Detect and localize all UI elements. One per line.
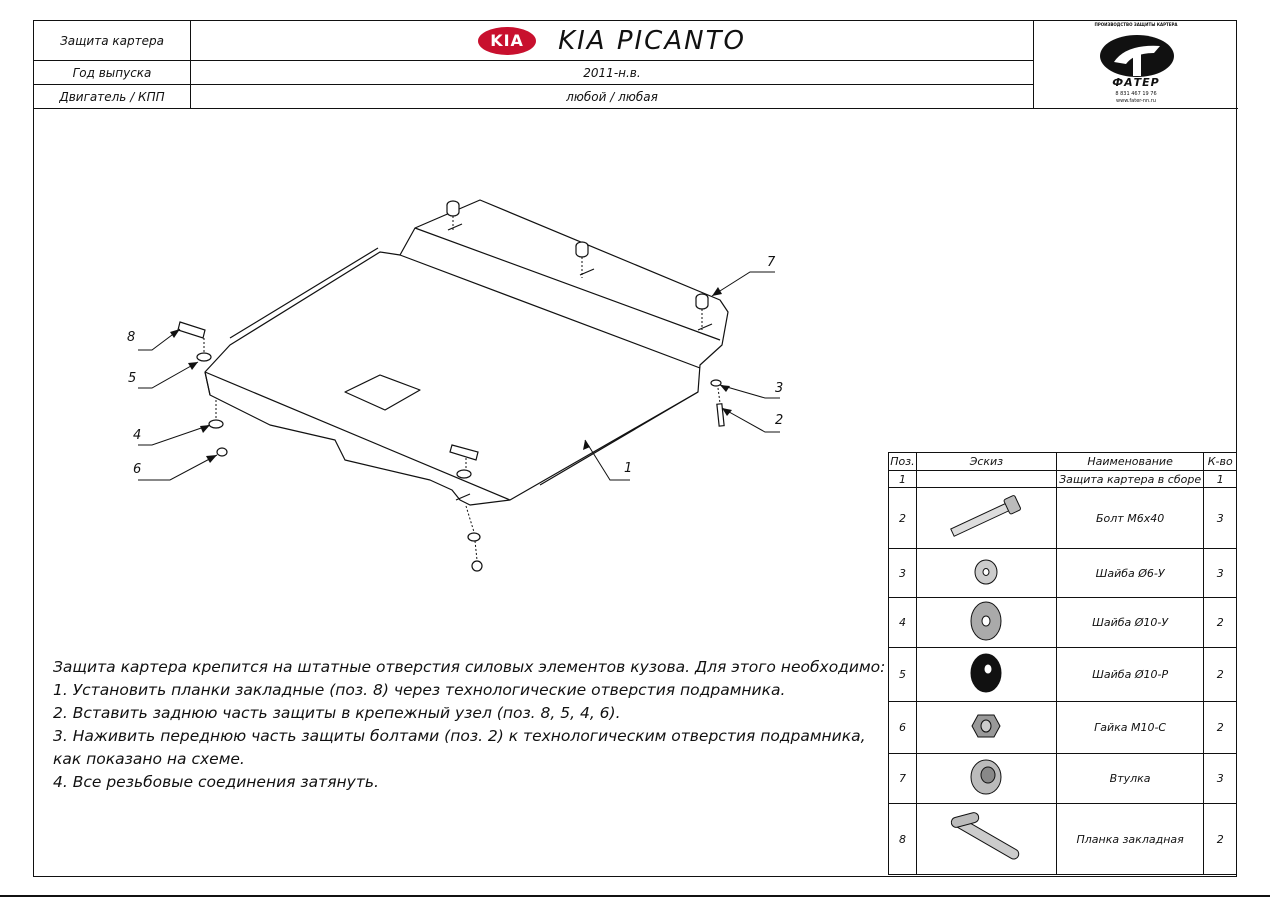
name-cell: Планка закладная <box>1056 804 1204 875</box>
brand-phone: 8 831 467 19 76 <box>1115 91 1157 97</box>
pos-cell: 6 <box>889 702 917 754</box>
mounting-bar-icon <box>941 805 1031 871</box>
table-row <box>889 702 1237 754</box>
pos-cell: 7 <box>889 754 917 804</box>
kia-logo-text: KIA <box>490 31 524 50</box>
part-type-label: Защита картера <box>34 21 191 61</box>
parts-table <box>888 452 1237 875</box>
name-cell: Гайка М10-С <box>1056 702 1204 754</box>
col-qty-header: К-во <box>1204 453 1237 471</box>
qty-cell: 2 <box>1204 804 1237 875</box>
washer-large-icon <box>961 598 1011 644</box>
col-pos-header: Поз. <box>889 453 917 471</box>
year-value: 2011-н.в. <box>191 61 1034 85</box>
table-row <box>889 598 1237 648</box>
callout-2: 2 <box>775 413 784 428</box>
sketch-cell <box>916 549 1056 598</box>
pos-cell: 5 <box>889 648 917 702</box>
nut-icon <box>966 707 1006 745</box>
model-name: KIA PICANTO <box>558 25 746 56</box>
callout-8: 8 <box>127 330 136 345</box>
qty-cell: 3 <box>1204 488 1237 549</box>
sketch-cell <box>916 598 1056 648</box>
callout-1: 1 <box>624 461 633 476</box>
name-cell: Болт М6х40 <box>1056 488 1204 549</box>
installation-notes <box>53 656 886 794</box>
table-row <box>889 471 1237 488</box>
table-row <box>889 754 1237 804</box>
pos-cell: 4 <box>889 598 917 648</box>
bolt-icon <box>941 492 1031 542</box>
pos-cell: 2 <box>889 488 917 549</box>
qty-cell: 2 <box>1204 702 1237 754</box>
pos-cell: 8 <box>889 804 917 875</box>
name-cell: Шайба Ø10-У <box>1056 598 1204 648</box>
brand-tagline: ПРОИЗВОДСТВО ЗАЩИТЫ КАРТЕРА <box>1094 22 1178 27</box>
qty-cell: 3 <box>1204 754 1237 804</box>
qty-cell: 1 <box>1204 471 1237 488</box>
name-cell: Втулка <box>1056 754 1204 804</box>
washer-small-icon <box>966 554 1006 590</box>
table-row <box>889 549 1237 598</box>
table-row <box>889 804 1237 875</box>
sketch-cell <box>916 702 1056 754</box>
bushing-icon <box>961 754 1011 800</box>
notes-line: 3. Наживить переднюю часть защиты болтами (поз. 2) к технологическим отверстия подрамника, <box>53 727 866 745</box>
pos-cell: 3 <box>889 549 917 598</box>
brand-website: www.fater-nn.ru <box>1116 98 1156 104</box>
sketch-cell <box>916 804 1056 875</box>
callout-6: 6 <box>133 462 142 477</box>
pos-cell: 1 <box>889 471 917 488</box>
table-row <box>889 648 1237 702</box>
sketch-cell <box>916 648 1056 702</box>
notes-line: Защита картера крепится на штатные отверстия силовых элементов кузова. Для этого необходимо: <box>53 658 886 676</box>
notes-line: 4. Все резьбовые соединения затянуть. <box>53 773 379 791</box>
brand-name: ФАТЕР <box>1112 76 1160 89</box>
col-sketch-header: Эскиз <box>916 453 1056 471</box>
callout-7: 7 <box>767 255 776 270</box>
engine-label: Двигатель / КПП <box>34 85 191 109</box>
callout-5: 5 <box>128 371 137 386</box>
table-row <box>889 488 1237 549</box>
name-cell: Шайба Ø10-Р <box>1056 648 1204 702</box>
qty-cell: 3 <box>1204 549 1237 598</box>
notes-line: как показано на схеме. <box>53 750 245 768</box>
table-header-row <box>889 453 1237 471</box>
callout-3: 3 <box>775 381 784 396</box>
engine-value: любой / любая <box>191 85 1034 109</box>
col-name-header: Наименование <box>1056 453 1204 471</box>
name-cell: Шайба Ø6-У <box>1056 549 1204 598</box>
qty-cell: 2 <box>1204 598 1237 648</box>
sketch-cell <box>916 488 1056 549</box>
name-cell: Защита картера в сборе <box>1056 471 1204 488</box>
notes-line: 2. Вставить заднюю часть защиты в крепежный узел (поз. 8, 5, 4, 6). <box>53 704 621 722</box>
qty-cell: 2 <box>1204 648 1237 702</box>
sketch-cell <box>916 471 1056 488</box>
callout-4: 4 <box>133 428 142 443</box>
notes-line: 1. Установить планки закладные (поз. 8) через технологические отверстия подрамника. <box>53 681 786 699</box>
access-hatch <box>345 375 420 410</box>
rubber-washer-icon <box>961 649 1011 697</box>
sketch-cell <box>916 754 1056 804</box>
year-label: Год выпуска <box>34 61 191 85</box>
